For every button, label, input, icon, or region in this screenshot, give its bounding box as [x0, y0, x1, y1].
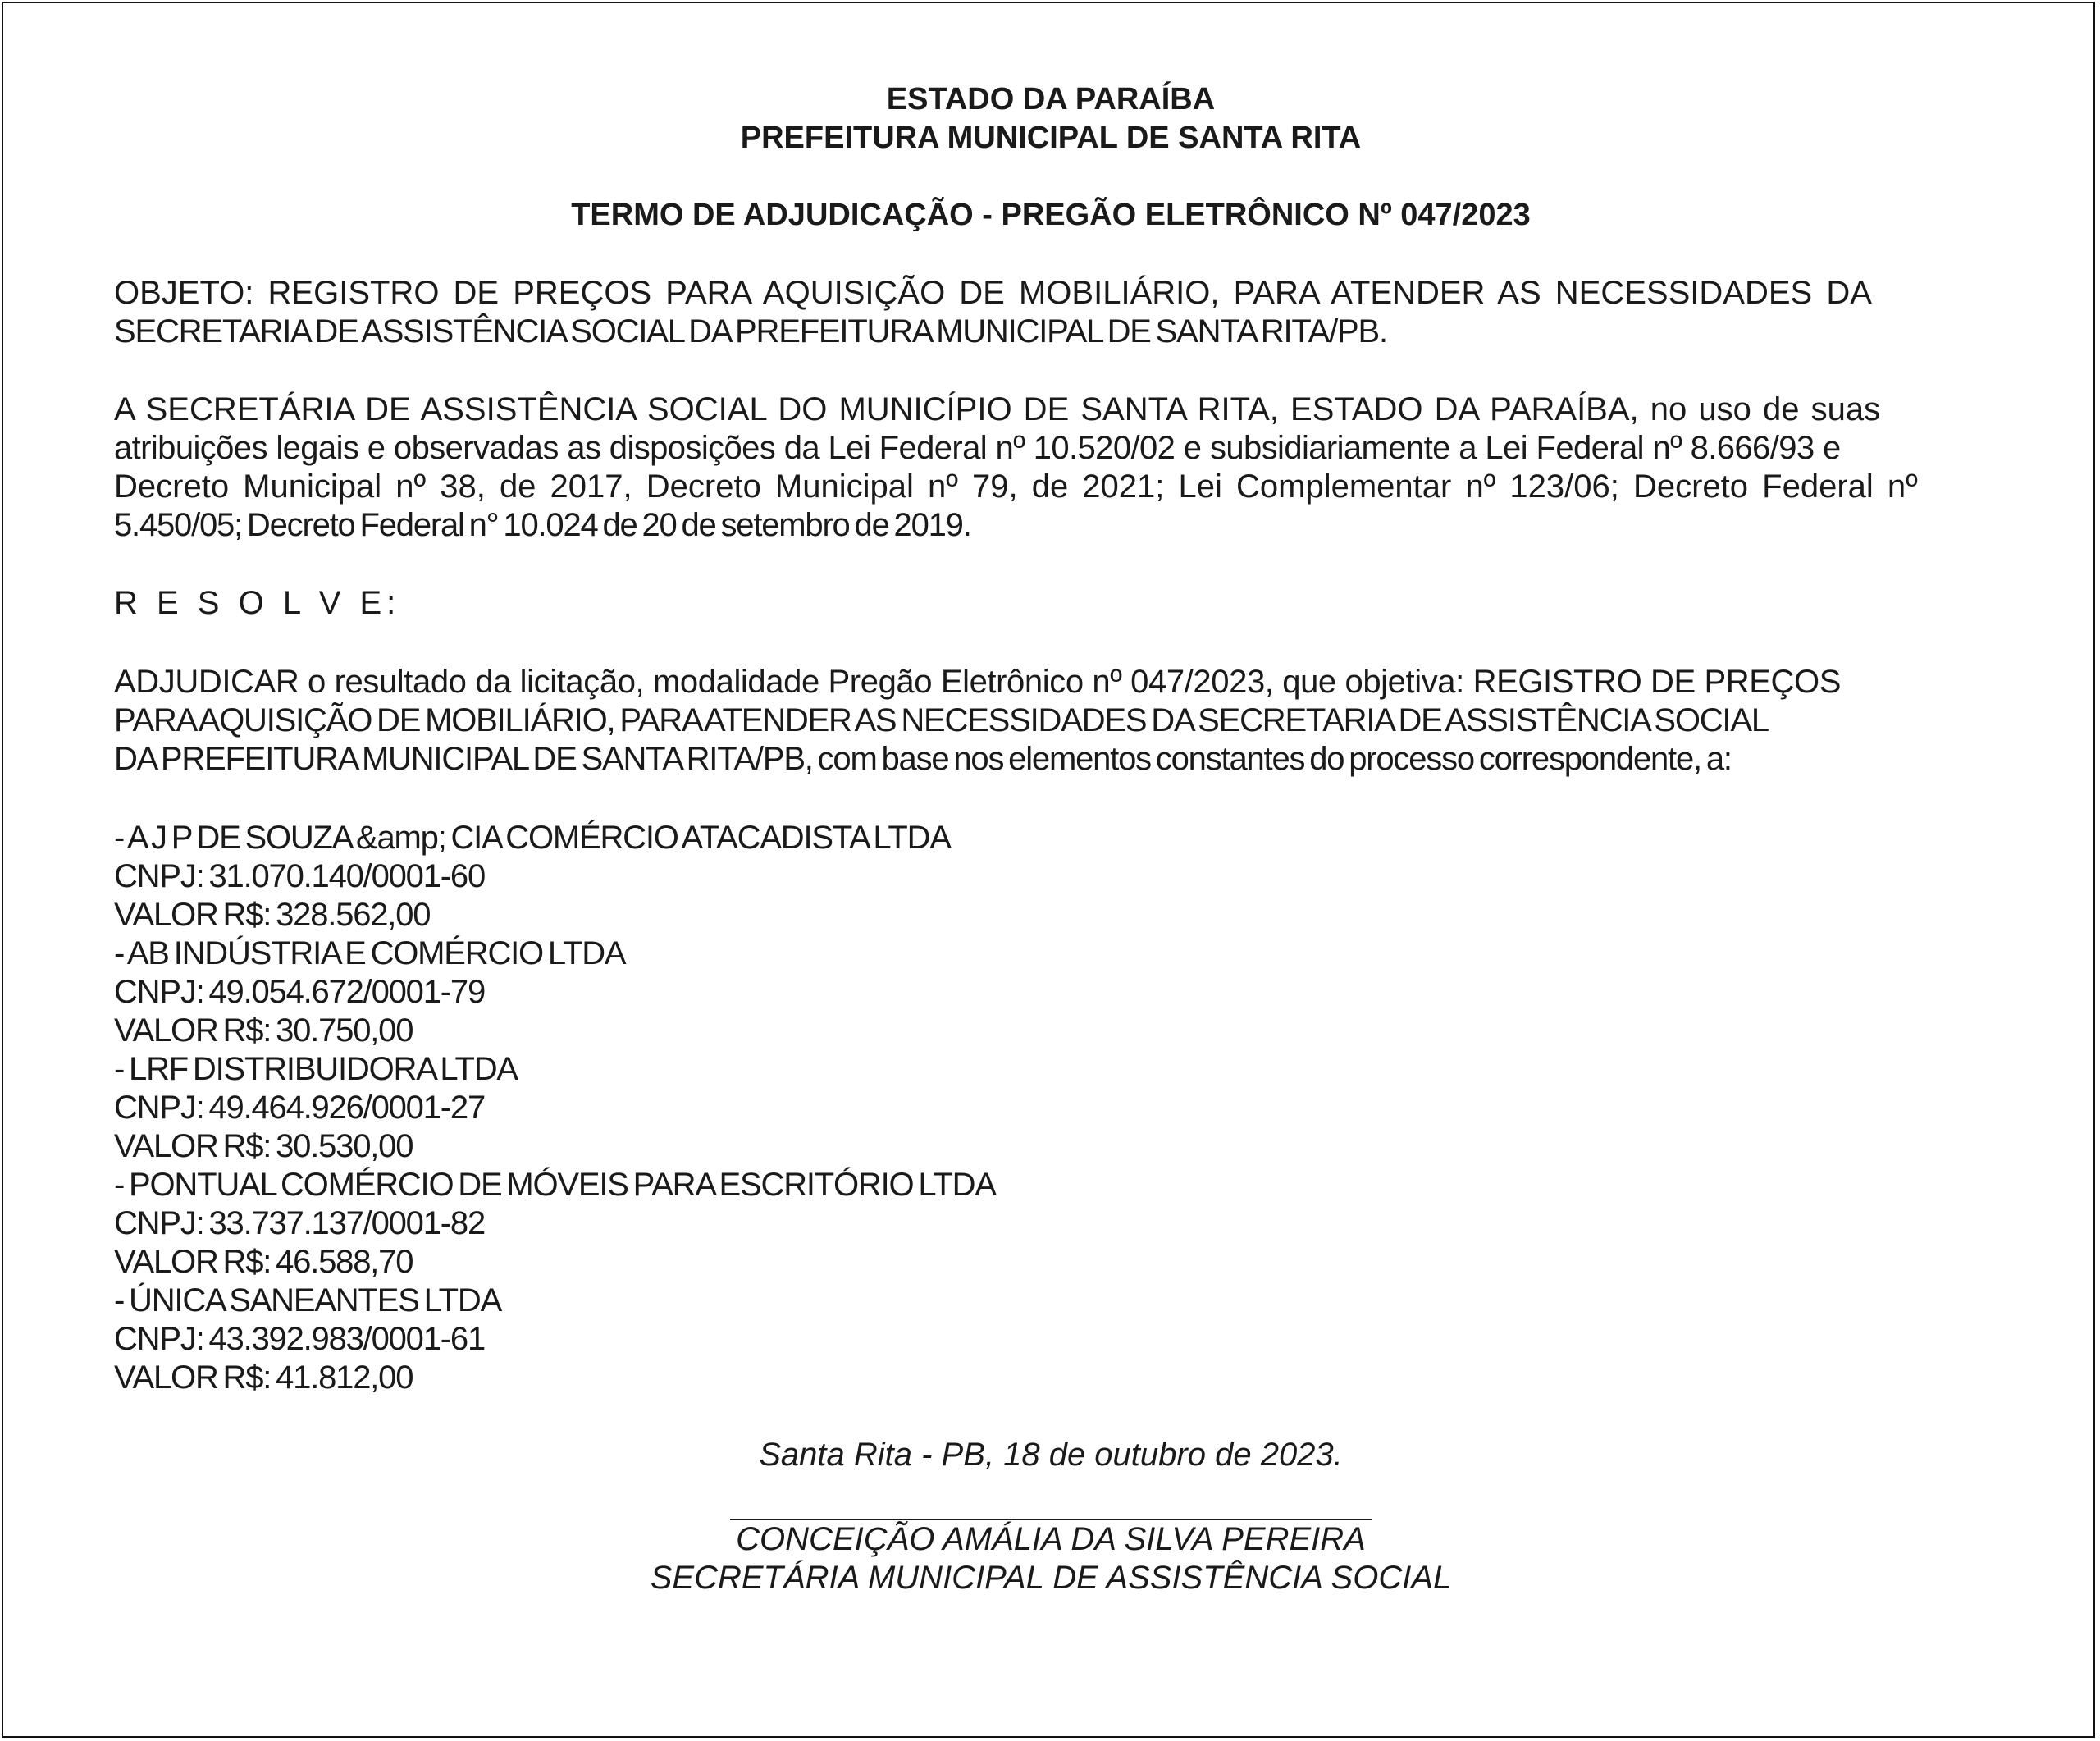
signatory-name: CONCEIÇÃO AMÁLIA DA SILVA PEREIRA	[736, 1521, 1366, 1557]
preamble-line-1: A SECRETÁRIA DE ASSISTÊNCIA SOCIAL DO MUNICÍPIO DE SANTA RITA, ESTADO DA PARAÍBA, no uso de suas	[114, 391, 1881, 427]
vendor-name: - ÚNICA SANEANTES LTDA	[114, 1282, 502, 1318]
vendor-item	[114, 819, 1988, 934]
vendor-valor: VALOR R$: 30.530,00	[114, 1128, 413, 1164]
vendor-name: - A J P DE SOUZA &amp; CIA COMÉRCIO ATACADISTA LTDA	[114, 820, 951, 856]
adjudication-line-1: ADJUDICAR o resultado da licitação, modalidade Pregão Eletrônico nº 047/2023, que objetiva: REGISTRO DE PREÇOS	[114, 664, 1842, 700]
vendor-item	[114, 1166, 1988, 1282]
preamble-line-4: 5.450/05; Decreto Federal n° 10.024 de 20 de setembro de 2019.	[114, 507, 971, 543]
adjudication-line-3: DA PREFEITURA MUNICIPAL DE SANTA RITA/PB, com base nos elementos constantes do processo correspondente, a:	[114, 741, 1732, 777]
vendor-cnpj: CNPJ: 33.737.137/0001-82	[114, 1205, 485, 1241]
preamble-paragraph	[114, 391, 1988, 545]
notice-document	[114, 80, 1988, 1597]
vendor-list	[114, 819, 1988, 1397]
preamble-line-2: atribuições legais e observadas as disposições da Lei Federal nº 10.520/02 e subsidiariamente a Lei Federal nº 8.666/93 e	[114, 430, 1841, 466]
resolve-heading: R E S O L V E:	[114, 585, 401, 621]
adjudication-paragraph	[114, 663, 1988, 779]
vendor-cnpj: CNPJ: 49.054.672/0001-79	[114, 974, 485, 1010]
vendor-valor: VALOR R$: 41.812,00	[114, 1359, 413, 1396]
municipality-heading: PREFEITURA MUNICIPAL DE SANTA RITA	[740, 121, 1362, 155]
vendor-name: - LRF DISTRIBUIDORA LTDA	[114, 1051, 518, 1087]
vendor-item	[114, 1282, 1988, 1397]
signatory-role: SECRETÁRIA MUNICIPAL DE ASSISTÊNCIA SOCIAL	[650, 1560, 1452, 1596]
vendor-valor: VALOR R$: 328.562,00	[114, 897, 431, 933]
object-paragraph	[114, 274, 1988, 351]
vendor-valor: VALOR R$: 46.588,70	[114, 1244, 413, 1280]
vendor-item	[114, 934, 1988, 1050]
object-line-1: OBJETO: REGISTRO DE PREÇOS PARA AQUISIÇÃO DE MOBILIÁRIO, PARA ATENDER AS NECESSIDADES DA	[114, 275, 1872, 311]
date-line: Santa Rita - PB, 18 de outubro de 2023.	[759, 1437, 1343, 1473]
vendor-item	[114, 1050, 1988, 1166]
vendor-cnpj: CNPJ: 31.070.140/0001-60	[114, 858, 485, 894]
object-line-2: SECRETARIA DE ASSISTÊNCIA SOCIAL DA PREFEITURA MUNICIPAL DE SANTA RITA/PB.	[114, 313, 1387, 350]
document-title: TERMO DE ADJUDICAÇÃO - PREGÃO ELETRÔNICO Nº 047/2023	[571, 198, 1531, 232]
state-heading: ESTADO DA PARAÍBA	[886, 82, 1216, 117]
vendor-cnpj: CNPJ: 43.392.983/0001-61	[114, 1321, 485, 1357]
vendor-name: - AB INDÚSTRIA E COMÉRCIO LTDA	[114, 935, 626, 971]
vendor-name: - PONTUAL COMÉRCIO DE MÓVEIS PARA ESCRITÓRIO LTDA	[114, 1167, 996, 1203]
preamble-line-3: Decreto Municipal nº 38, de 2017, Decreto Municipal nº 79, de 2021; Lei Complementar nº 123/06; Decreto Federal nº	[114, 468, 1918, 505]
adjudication-line-2: PARA AQUISIÇÃO DE MOBILIÁRIO, PARA ATENDER AS NECESSIDADES DA SECRETARIA DE ASSISTÊNCIA SOCIAL	[114, 702, 1769, 738]
vendor-cnpj: CNPJ: 49.464.926/0001-27	[114, 1090, 485, 1126]
vendor-valor: VALOR R$: 30.750,00	[114, 1012, 413, 1049]
